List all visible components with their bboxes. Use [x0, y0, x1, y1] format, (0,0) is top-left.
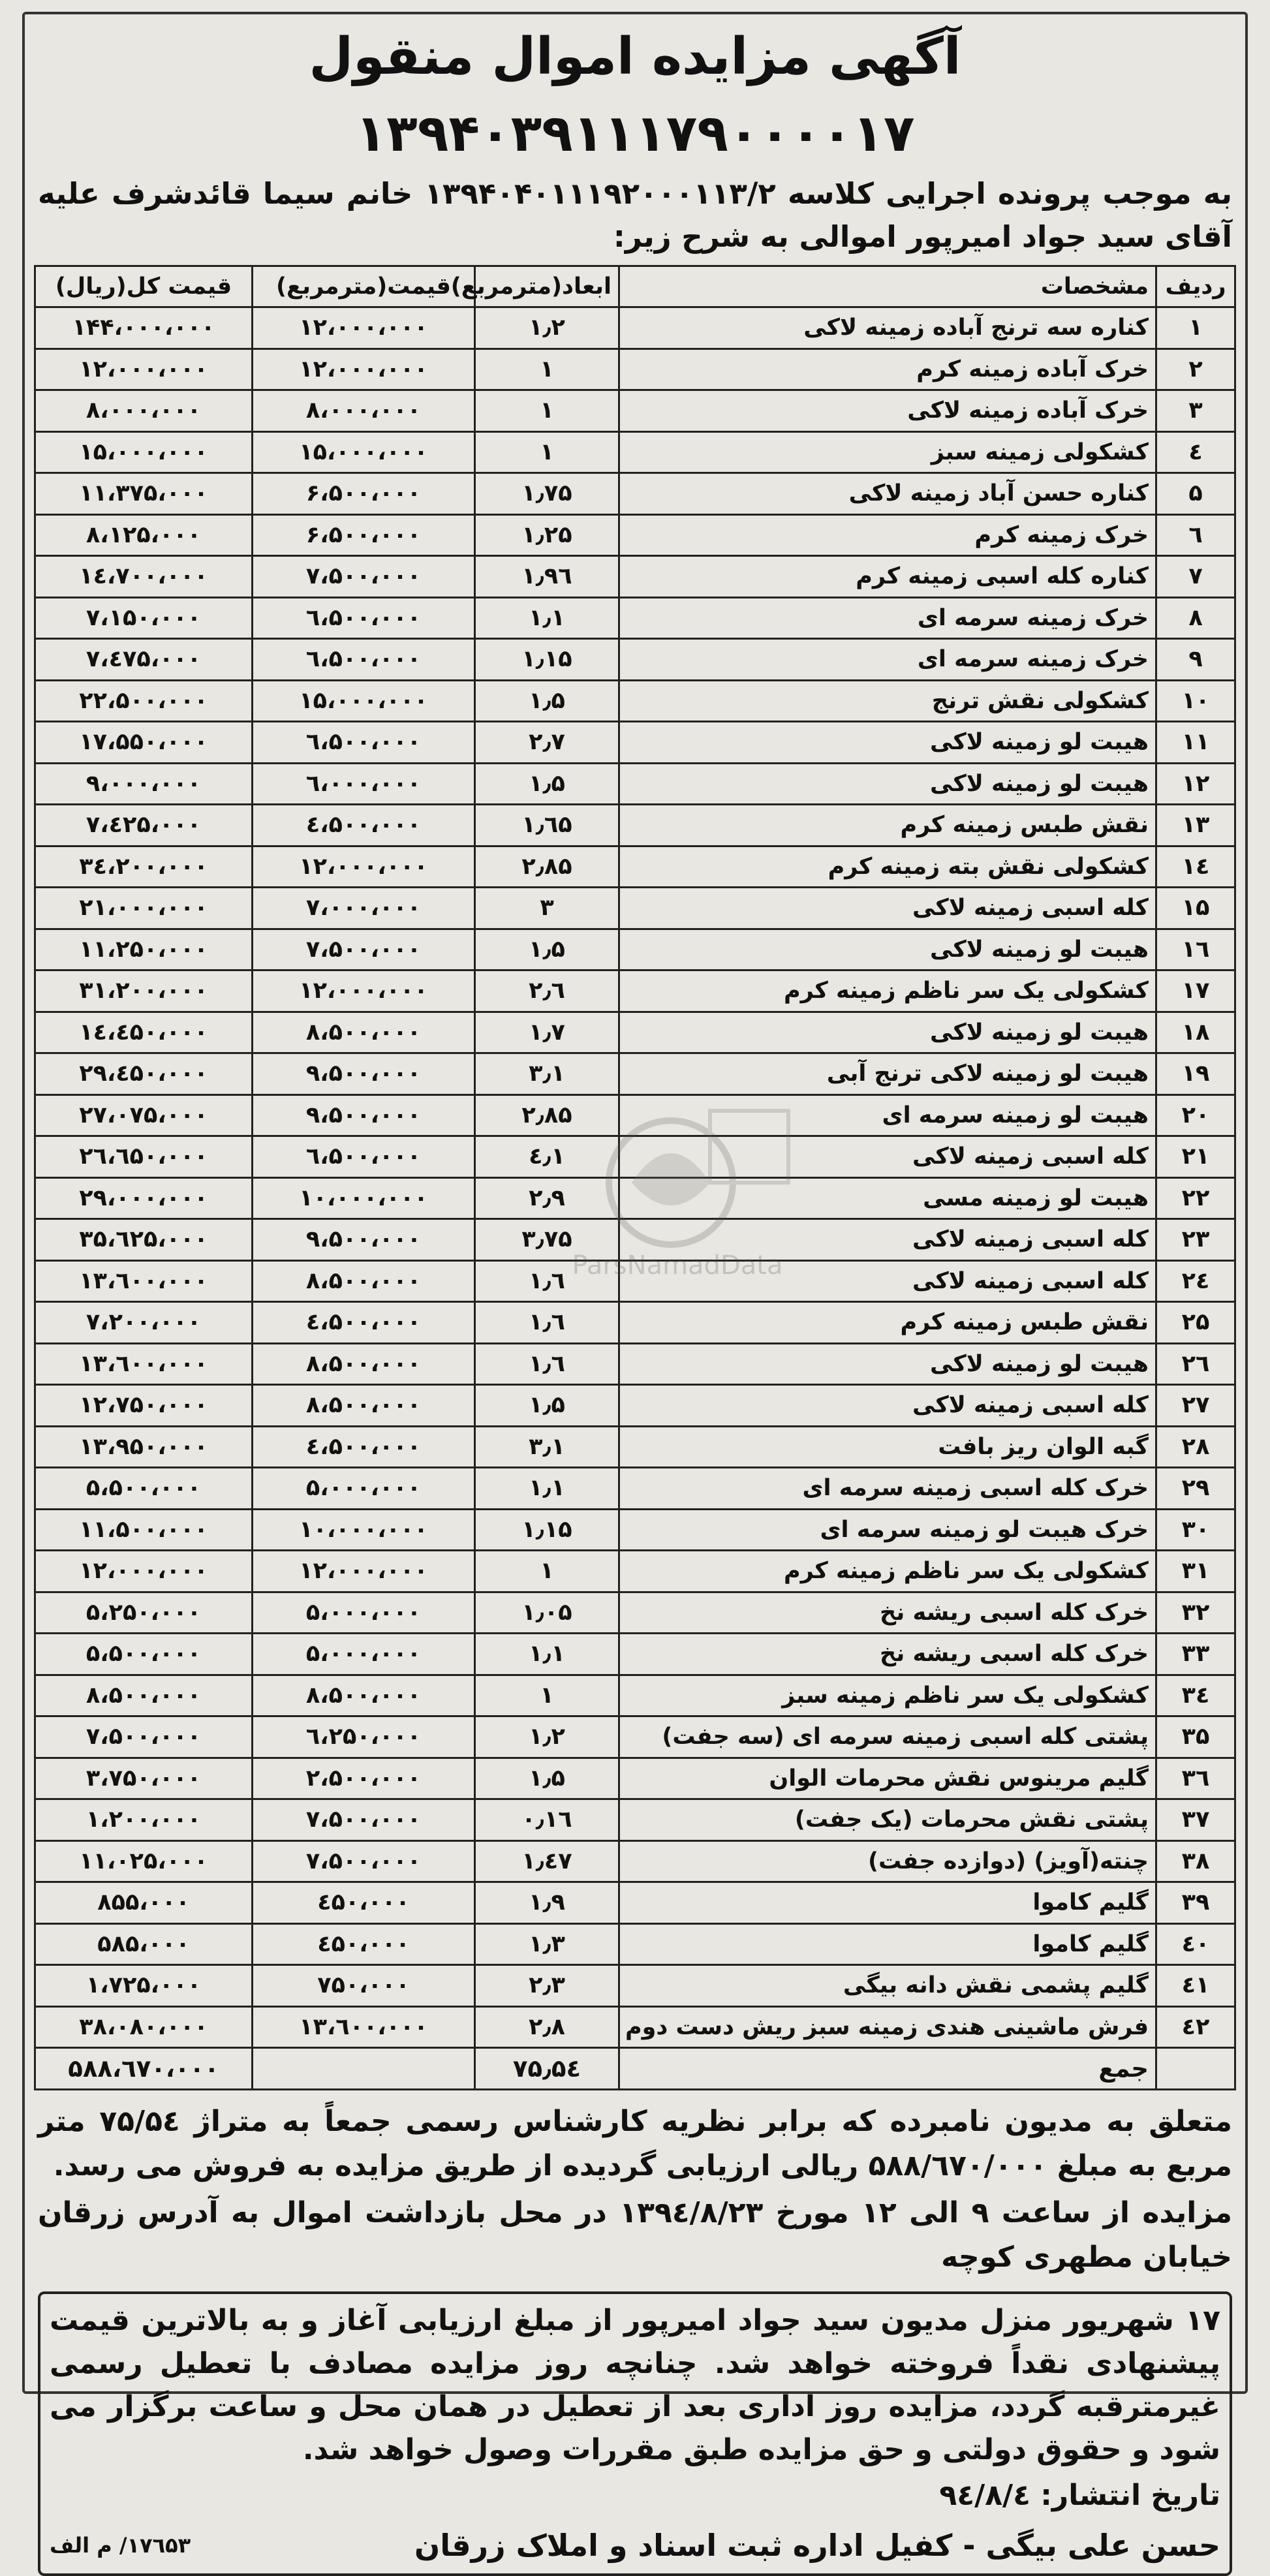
- table-row: [35, 1260, 1235, 1302]
- table-row: [35, 1094, 1235, 1136]
- cell-unit-price: ۱۵،۰۰۰،۰۰۰: [253, 680, 475, 722]
- table-row: [35, 1012, 1235, 1053]
- cell-description: هیبت لو زمینه لاکی: [619, 1343, 1156, 1385]
- cell-radif: ۳۳: [1156, 1634, 1235, 1675]
- cell-unit-price: ۱۳،٦۰۰،۰۰۰: [253, 2006, 475, 2048]
- terms-text: ۱۷ شهریور منزل مدیون سید جواد امیرپور از مبلغ ارزیابی آغاز و به بالاترین قیمت پیشنهادی نقداً فروخته خواهد شد. چنانچه روز مزایده مصادف با تعطیل رسمی غیرمترقبه گردد، مزایده روز اداری بعد از تعطیل در همان محل و ساعت برگزار می شود و حقوق دولتی و حق مزایده طبق مقررات وصول خواهد شد.: [50, 2303, 1220, 2466]
- cell-unit-price: ٤،۵۰۰،۰۰۰: [253, 1302, 475, 1344]
- cell-radif: ۳۱: [1156, 1551, 1235, 1592]
- cell-radif: ۱۱: [1156, 722, 1235, 764]
- table-row: [35, 473, 1235, 515]
- cell-radif: ۱: [1156, 307, 1235, 349]
- header-dimensions: ابعاد(مترمربع): [475, 266, 619, 307]
- header-description: مشخصات: [619, 266, 1156, 307]
- cell-radif: ۱۷: [1156, 970, 1235, 1012]
- table-row: [35, 1551, 1235, 1592]
- cell-description: کله اسبی زمینه لاکی: [619, 1385, 1156, 1427]
- cell-dimensions: ۱٫۱: [475, 1634, 619, 1675]
- cell-total-price: ۱۳،۹۵۰،۰۰۰: [35, 1426, 253, 1468]
- notice-intro: به موجب پرونده اجرایی کلاسه ۱۳۹۴۰۴۰۱۱۱۹۲۰۰۰۱۱۳/۲ خانم سیما قائدشرف علیه آقای سید جواد امیرپور اموالی به شرح زیر:: [38, 176, 1232, 254]
- cell-dimensions: ۱: [475, 431, 619, 473]
- cell-total-price: ۱۵،۰۰۰،۰۰۰: [35, 431, 253, 473]
- cell-total-price: ۵،۵۰۰،۰۰۰: [35, 1468, 253, 1510]
- cell-radif: ٤: [1156, 431, 1235, 473]
- table-row: [35, 431, 1235, 473]
- cell-description: نقش طبس زمینه کرم: [619, 805, 1156, 846]
- cell-unit-price: ۵،۰۰۰،۰۰۰: [253, 1634, 475, 1675]
- table-row: [35, 1468, 1235, 1510]
- cell-unit-price: ۸،۰۰۰،۰۰۰: [253, 390, 475, 432]
- table-row: [35, 1343, 1235, 1385]
- cell-total-price: ۵۸۵،۰۰۰: [35, 1923, 253, 1965]
- cell-total-price: ۲۱،۰۰۰،۰۰۰: [35, 888, 253, 929]
- cell-unit-price: ۷،۰۰۰،۰۰۰: [253, 888, 475, 929]
- cell-description: کشکولی نقش بته زمینه کرم: [619, 846, 1156, 888]
- cell-total-price: ۱۱،۲۵۰،۰۰۰: [35, 929, 253, 970]
- table-row: [35, 1923, 1235, 1965]
- cell-unit-price: ۷،۵۰۰،۰۰۰: [253, 1799, 475, 1841]
- cell-unit-price: ۸،۵۰۰،۰۰۰: [253, 1675, 475, 1716]
- cell-radif: ۷: [1156, 556, 1235, 598]
- cell-radif: ٤۰: [1156, 1923, 1235, 1965]
- cell-radif: ۲۲: [1156, 1177, 1235, 1219]
- cell-radif: ۹: [1156, 639, 1235, 681]
- cell-radif: ۳۲: [1156, 1592, 1235, 1634]
- cell-dimensions: ۱٫٦: [475, 1343, 619, 1385]
- cell-total-price: ۳،۷۵۰،۰۰۰: [35, 1758, 253, 1799]
- table-row: [35, 556, 1235, 598]
- cell-radif: ۲۳: [1156, 1219, 1235, 1261]
- cell-radif: ٦: [1156, 514, 1235, 556]
- cell-radif: ۱٦: [1156, 929, 1235, 970]
- cell-description: کناره سه ترنج آباده زمینه لاکی: [619, 307, 1156, 349]
- cell-description: کله اسبی زمینه لاکی: [619, 888, 1156, 929]
- cell-total-price: ۱۲،۷۵۰،۰۰۰: [35, 1385, 253, 1427]
- cell-radif: ۱۵: [1156, 888, 1235, 929]
- header-unit-price: قیمت(مترمربع): [253, 266, 475, 307]
- cell-radif: ۲۸: [1156, 1426, 1235, 1468]
- cell-description: پشتی کله اسبی زمینه سرمه ای (سه جفت): [619, 1716, 1156, 1758]
- cell-unit-price: ۱۲،۰۰۰،۰۰۰: [253, 349, 475, 390]
- table-row: [35, 514, 1235, 556]
- cell-total-price: ۲٦،٦۵۰،۰۰۰: [35, 1136, 253, 1178]
- cell-description: خرک کله اسبی ریشه نخ: [619, 1592, 1156, 1634]
- cell-description: کشکولی نقش ترنج: [619, 680, 1156, 722]
- cell-unit-price: ۹،۵۰۰،۰۰۰: [253, 1094, 475, 1136]
- cell-description: چنته(آویز) (دوازده جفت): [619, 1840, 1156, 1882]
- cell-dimensions: ۱٫٤۷: [475, 1840, 619, 1882]
- table-row: [35, 1177, 1235, 1219]
- table-row: [35, 1965, 1235, 2007]
- cell-radif: ۱۳: [1156, 805, 1235, 846]
- cell-unit-price: ۷،۵۰۰،۰۰۰: [253, 556, 475, 598]
- table-row: [35, 1634, 1235, 1675]
- cell-total-price: ۱۳،٦۰۰،۰۰۰: [35, 1260, 253, 1302]
- cell-dimensions: ۱٫۹: [475, 1882, 619, 1924]
- cell-radif: ۳٦: [1156, 1758, 1235, 1799]
- cell-description: کله اسبی زمینه لاکی: [619, 1219, 1156, 1261]
- cell-dimensions: ۱٫۳: [475, 1923, 619, 1965]
- cell-total-price: ۲۷،۰۷۵،۰۰۰: [35, 1094, 253, 1136]
- cell-radif: ۱٤: [1156, 846, 1235, 888]
- table-row: [35, 307, 1235, 349]
- cell-total-price: ۹،۰۰۰،۰۰۰: [35, 763, 253, 805]
- notice-frame: [22, 12, 1248, 2563]
- cell-total-price: ۱۴۴،۰۰۰،۰۰۰: [35, 307, 253, 349]
- cell-description: فرش ماشینی هندی زمینه سبز ریش دست دوم: [619, 2006, 1156, 2048]
- valuation-paragraph: متعلق به مدیون نامبرده که برابر نظریه کارشناس رسمی جمعاً به متراژ ۷۵/۵٤ متر مربع به مبلغ ۵۸۸/٦۷۰/۰۰۰ ریالی ارزیابی گردیده از طریق مزایده به فروش می رسد.: [38, 2104, 1232, 2182]
- cell-description: هیبت لو زمینه سرمه ای: [619, 1094, 1156, 1136]
- cell-description: هیبت لو زمینه مسی: [619, 1177, 1156, 1219]
- cell-radif: ۳۰: [1156, 1509, 1235, 1551]
- cell-description: پشتی نقش محرمات (یک جفت): [619, 1799, 1156, 1841]
- cell-description: خرک کله اسبی ریشه نخ: [619, 1634, 1156, 1675]
- cell-unit-price: ٤،۵۰۰،۰۰۰: [253, 805, 475, 846]
- cell-description: خرک زمینه کرم: [619, 514, 1156, 556]
- cell-dimensions: ۱٫٦: [475, 1302, 619, 1344]
- cell-unit-price: ۹،۵۰۰،۰۰۰: [253, 1219, 475, 1261]
- cell-dimensions: ۰٫۱٦: [475, 1799, 619, 1841]
- cell-dimensions: ۲٫۷: [475, 722, 619, 764]
- cell-total-price: ۱٤،۷۰۰،۰۰۰: [35, 556, 253, 598]
- cell-total-price: ۳۸،۰۸۰،۰۰۰: [35, 2006, 253, 2048]
- cell-dimensions: ۱٫۵: [475, 1758, 619, 1799]
- cell-radif: ۳: [1156, 390, 1235, 432]
- cell-description: هیبت لو زمینه لاکی: [619, 929, 1156, 970]
- cell-dimensions: ۳: [475, 888, 619, 929]
- cell-unit-price: ۷،۵۰۰،۰۰۰: [253, 929, 475, 970]
- cell-total-price: ۳۵،٦۲۵،۰۰۰: [35, 1219, 253, 1261]
- table-row: [35, 1385, 1235, 1427]
- cell-description: خرک کله اسبی زمینه سرمه ای: [619, 1468, 1156, 1510]
- cell-unit-price: ٤۵۰،۰۰۰: [253, 1882, 475, 1924]
- cell-dimensions: ۲٫۸۵: [475, 846, 619, 888]
- cell-unit-price: ۱۲،۰۰۰،۰۰۰: [253, 307, 475, 349]
- table-row: [35, 349, 1235, 390]
- cell-radif: ۲٤: [1156, 1260, 1235, 1302]
- table-row: [35, 722, 1235, 764]
- cell-description: کله اسبی زمینه لاکی: [619, 1260, 1156, 1302]
- cell-dimensions: ۱٫۵: [475, 929, 619, 970]
- table-row: [35, 929, 1235, 970]
- cell-unit-price: ۱۲،۰۰۰،۰۰۰: [253, 846, 475, 888]
- cell-dimensions: ۱٫۱: [475, 1468, 619, 1510]
- cell-radif: ۳۹: [1156, 1882, 1235, 1924]
- cell-radif: ۱۸: [1156, 1012, 1235, 1053]
- cell-radif: ۲۷: [1156, 1385, 1235, 1427]
- cell-unit-price: ۸،۵۰۰،۰۰۰: [253, 1012, 475, 1053]
- cell-radif: ٤۲: [1156, 2006, 1235, 2048]
- cell-dimensions: ۱٫۲۵: [475, 514, 619, 556]
- cell-total-price: ۷،۱۵۰،۰۰۰: [35, 597, 253, 639]
- cell-dimensions: ۲٫۹: [475, 1177, 619, 1219]
- cell-description: گلیم مرینوس نقش محرمات الوان: [619, 1758, 1156, 1799]
- cell-dimensions: ۳٫۱: [475, 1053, 619, 1095]
- cell-description: نقش طبس زمینه کرم: [619, 1302, 1156, 1344]
- sum-total: ۵۸۸،٦۷۰،۰۰۰: [35, 2048, 253, 2090]
- sum-empty-radif: [1156, 2048, 1235, 2090]
- cell-unit-price: ۶،۵۰۰،۰۰۰: [253, 514, 475, 556]
- cell-dimensions: ۲٫۸: [475, 2006, 619, 2048]
- cell-unit-price: ۸،۵۰۰،۰۰۰: [253, 1385, 475, 1427]
- cell-total-price: ۷،۵۰۰،۰۰۰: [35, 1716, 253, 1758]
- cell-description: هیبت لو زمینه لاکی: [619, 722, 1156, 764]
- cell-description: کشکولی یک سر ناظم زمینه کرم: [619, 1551, 1156, 1592]
- cell-dimensions: ۱٫۱۵: [475, 639, 619, 681]
- table-row: [35, 1840, 1235, 1882]
- cell-unit-price: ۱۰،۰۰۰،۰۰۰: [253, 1177, 475, 1219]
- cell-dimensions: ۱٫۵: [475, 1385, 619, 1427]
- sum-row: [35, 2048, 1235, 2090]
- table-row: [35, 597, 1235, 639]
- table-header-row: [35, 266, 1235, 307]
- table-row: [35, 888, 1235, 929]
- cell-unit-price: ٤۵۰،۰۰۰: [253, 1923, 475, 1965]
- cell-total-price: ۲۹،۰۰۰،۰۰۰: [35, 1177, 253, 1219]
- cell-radif: ۳۷: [1156, 1799, 1235, 1841]
- cell-total-price: ۸،۵۰۰،۰۰۰: [35, 1675, 253, 1716]
- cell-description: کناره کله اسبی زمینه کرم: [619, 556, 1156, 598]
- table-row: [35, 1799, 1235, 1841]
- cell-unit-price: ۷،۵۰۰،۰۰۰: [253, 1840, 475, 1882]
- cell-radif: ۱۲: [1156, 763, 1235, 805]
- cell-description: کشکولی یک سر ناظم زمینه کرم: [619, 970, 1156, 1012]
- cell-dimensions: ۱٫۹٦: [475, 556, 619, 598]
- table-row: [35, 846, 1235, 888]
- cell-radif: ۳۸: [1156, 1840, 1235, 1882]
- cell-description: خرک آباده زمینه لاکی: [619, 390, 1156, 432]
- notice-title: آگهی مزایده اموال منقول ۱۳۹۴۰۳۹۱۱۱۷۹۰۰۰۰۱۷: [309, 27, 961, 163]
- cell-description: خرک زمینه سرمه ای: [619, 597, 1156, 639]
- cell-total-price: ۷،٤۷۵،۰۰۰: [35, 639, 253, 681]
- cell-dimensions: ۱٫۵: [475, 680, 619, 722]
- cell-total-price: ۸،۱۲۵،۰۰۰: [35, 514, 253, 556]
- notice-code: ۱۷٦۵۳/ م الف: [50, 2532, 191, 2558]
- cell-dimensions: ۱: [475, 349, 619, 390]
- cell-total-price: ۱،۲۰۰،۰۰۰: [35, 1799, 253, 1841]
- cell-radif: ۲۰: [1156, 1094, 1235, 1136]
- table-row: [35, 1882, 1235, 1924]
- cell-dimensions: ۱٫۱: [475, 597, 619, 639]
- cell-radif: ۲۵: [1156, 1302, 1235, 1344]
- cell-unit-price: ۵،۰۰۰،۰۰۰: [253, 1592, 475, 1634]
- cell-total-price: ۲۹،٤۵۰،۰۰۰: [35, 1053, 253, 1095]
- items-table: [34, 265, 1236, 2090]
- cell-total-price: ۱۲،۰۰۰،۰۰۰: [35, 1551, 253, 1592]
- cell-unit-price: ٦،۲۵۰،۰۰۰: [253, 1716, 475, 1758]
- cell-description: هیبت لو زمینه لاکی: [619, 1012, 1156, 1053]
- publish-date: تاریخ انتشار: ۹٤/۸/٤: [939, 2478, 1220, 2512]
- table-row: [35, 680, 1235, 722]
- cell-total-price: ۱۲،۰۰۰،۰۰۰: [35, 349, 253, 390]
- cell-dimensions: ۲٫۳: [475, 1965, 619, 2007]
- cell-total-price: ۱۷،۵۵۰،۰۰۰: [35, 722, 253, 764]
- cell-unit-price: ۱۲،۰۰۰،۰۰۰: [253, 970, 475, 1012]
- cell-total-price: ۷،۲۰۰،۰۰۰: [35, 1302, 253, 1344]
- cell-description: گبه الوان ریز بافت: [619, 1426, 1156, 1468]
- table-row: [35, 1509, 1235, 1551]
- cell-unit-price: ۱۲،۰۰۰،۰۰۰: [253, 1551, 475, 1592]
- table-row: [35, 970, 1235, 1012]
- cell-dimensions: ۲٫٦: [475, 970, 619, 1012]
- cell-dimensions: ۱٫۲: [475, 1716, 619, 1758]
- table-body: [35, 307, 1235, 2090]
- cell-unit-price: ٤،۵۰۰،۰۰۰: [253, 1426, 475, 1468]
- signature: حسن علی بیگی - کفیل اداره ثبت اسناد و املاک زرقان: [414, 2527, 1220, 2563]
- sum-dimensions: ۷۵٫۵٤: [475, 2048, 619, 2090]
- cell-description: کناره حسن آباد زمینه لاکی: [619, 473, 1156, 515]
- table-row: [35, 639, 1235, 681]
- cell-unit-price: ۱۰،۰۰۰،۰۰۰: [253, 1509, 475, 1551]
- cell-unit-price: ٦،۵۰۰،۰۰۰: [253, 639, 475, 681]
- header-total-price: قیمت کل(ریال): [35, 266, 253, 307]
- cell-dimensions: ۱٫۵: [475, 763, 619, 805]
- cell-dimensions: ۱٫۱۵: [475, 1509, 619, 1551]
- cell-dimensions: ۱٫۲: [475, 307, 619, 349]
- cell-total-price: ۱۳،٦۰۰،۰۰۰: [35, 1343, 253, 1385]
- watermark-text: ParsNamadData: [572, 1250, 783, 1280]
- cell-dimensions: ۱٫٦۵: [475, 805, 619, 846]
- table-row: [35, 390, 1235, 432]
- notice-footer: [50, 2524, 1220, 2567]
- cell-description: گلیم کاموا: [619, 1882, 1156, 1924]
- cell-radif: ۳٤: [1156, 1675, 1235, 1716]
- cell-radif: ٤۱: [1156, 1965, 1235, 2007]
- table-row: [35, 1675, 1235, 1716]
- table-row: [35, 1136, 1235, 1178]
- cell-unit-price: ۵،۰۰۰،۰۰۰: [253, 1468, 475, 1510]
- cell-unit-price: ۶،۵۰۰،۰۰۰: [253, 473, 475, 515]
- cell-description: کشکولی یک سر ناظم زمینه سبز: [619, 1675, 1156, 1716]
- cell-description: کله اسبی زمینه لاکی: [619, 1136, 1156, 1178]
- cell-dimensions: ۱٫۰۵: [475, 1592, 619, 1634]
- table-row: [35, 1592, 1235, 1634]
- cell-dimensions: ۲٫۸۵: [475, 1094, 619, 1136]
- table-row: [35, 1219, 1235, 1261]
- cell-dimensions: ۱٫۷: [475, 1012, 619, 1053]
- cell-radif: ۲٦: [1156, 1343, 1235, 1385]
- header-radif: ردیف: [1156, 266, 1235, 307]
- sum-label: جمع: [619, 2048, 1156, 2090]
- cell-dimensions: ۳٫۱: [475, 1426, 619, 1468]
- cell-total-price: ۵،۵۰۰،۰۰۰: [35, 1634, 253, 1675]
- table-row: [35, 805, 1235, 846]
- cell-unit-price: ۸،۵۰۰،۰۰۰: [253, 1343, 475, 1385]
- cell-radif: ۸: [1156, 597, 1235, 639]
- cell-total-price: ۱،۷۲۵،۰۰۰: [35, 1965, 253, 2007]
- table-row: [35, 1716, 1235, 1758]
- cell-dimensions: ۳٫۷۵: [475, 1219, 619, 1261]
- cell-unit-price: ۱۵،۰۰۰،۰۰۰: [253, 431, 475, 473]
- cell-radif: ۲۹: [1156, 1468, 1235, 1510]
- cell-description: هیبت لو زمینه لاکی: [619, 763, 1156, 805]
- sum-empty-unit: [253, 2048, 475, 2090]
- cell-total-price: ۱۱،۵۰۰،۰۰۰: [35, 1509, 253, 1551]
- cell-total-price: ۱۱،۰۲۵،۰۰۰: [35, 1840, 253, 1882]
- cell-total-price: ۳۱،۲۰۰،۰۰۰: [35, 970, 253, 1012]
- table-row: [35, 1758, 1235, 1799]
- cell-total-price: ۲۲،۵۰۰،۰۰۰: [35, 680, 253, 722]
- cell-radif: ۲۱: [1156, 1136, 1235, 1178]
- schedule-paragraph: مزایده از ساعت ۹ الی ۱۲ مورخ ۱۳۹٤/۸/۲۳ در محل بازداشت اموال به آدرس زرقان خیابان مطهری کوچه: [38, 2196, 1232, 2274]
- cell-description: خرک آباده زمینه کرم: [619, 349, 1156, 390]
- cell-dimensions: ۱: [475, 1675, 619, 1716]
- cell-total-price: ۱۱،۳۷۵،۰۰۰: [35, 473, 253, 515]
- cell-radif: ۳۵: [1156, 1716, 1235, 1758]
- table-row: [35, 1053, 1235, 1095]
- table-row: [35, 1426, 1235, 1468]
- cell-description: هیبت لو زمینه لاکی ترنج آبی: [619, 1053, 1156, 1095]
- cell-radif: ۲: [1156, 349, 1235, 390]
- cell-total-price: ۱٤،٤۵۰،۰۰۰: [35, 1012, 253, 1053]
- cell-description: خرک زمینه سرمه ای: [619, 639, 1156, 681]
- cell-unit-price: ۹،۵۰۰،۰۰۰: [253, 1053, 475, 1095]
- cell-total-price: ۵،۲۵۰،۰۰۰: [35, 1592, 253, 1634]
- cell-description: خرک هیبت لو زمینه سرمه ای: [619, 1509, 1156, 1551]
- cell-unit-price: ٦،۵۰۰،۰۰۰: [253, 1136, 475, 1178]
- table-row: [35, 763, 1235, 805]
- cell-dimensions: ۱: [475, 1551, 619, 1592]
- cell-radif: ۱۰: [1156, 680, 1235, 722]
- cell-unit-price: ۲،۵۰۰،۰۰۰: [253, 1758, 475, 1799]
- cell-description: گلیم پشمی نقش دانه بیگی: [619, 1965, 1156, 2007]
- cell-radif: ۵: [1156, 473, 1235, 515]
- cell-total-price: ۷،٤۲۵،۰۰۰: [35, 805, 253, 846]
- terms-box: [38, 2291, 1232, 2576]
- cell-unit-price: ٦،۵۰۰،۰۰۰: [253, 722, 475, 764]
- cell-total-price: ۳٤،۲۰۰،۰۰۰: [35, 846, 253, 888]
- cell-dimensions: ۱٫۷۵: [475, 473, 619, 515]
- cell-total-price: ۸،۰۰۰،۰۰۰: [35, 390, 253, 432]
- cell-unit-price: ٦،۰۰۰،۰۰۰: [253, 763, 475, 805]
- cell-dimensions: ٤٫۱: [475, 1136, 619, 1178]
- cell-unit-price: ٦،۵۰۰،۰۰۰: [253, 597, 475, 639]
- cell-dimensions: ۱٫٦: [475, 1260, 619, 1302]
- cell-unit-price: ۸،۵۰۰،۰۰۰: [253, 1260, 475, 1302]
- table-row: [35, 2006, 1235, 2048]
- cell-radif: ۱۹: [1156, 1053, 1235, 1095]
- cell-unit-price: ۷۵۰،۰۰۰: [253, 1965, 475, 2007]
- cell-description: گلیم کاموا: [619, 1923, 1156, 1965]
- table-row: [35, 1302, 1235, 1344]
- cell-dimensions: ۱: [475, 390, 619, 432]
- cell-description: کشکولی زمینه سبز: [619, 431, 1156, 473]
- cell-total-price: ۸۵۵،۰۰۰: [35, 1882, 253, 1924]
